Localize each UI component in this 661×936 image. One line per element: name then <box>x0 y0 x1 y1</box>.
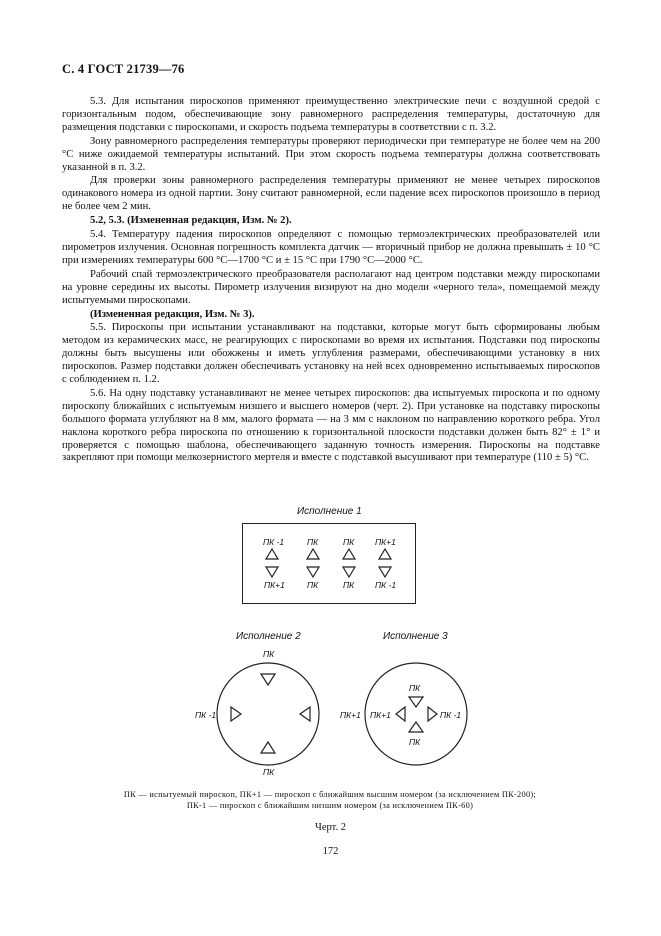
pyroscope-triangle-down <box>379 567 391 577</box>
pyroscope-triangle-up <box>266 549 278 559</box>
pyroscope-triangle-up <box>379 549 391 559</box>
variant1-top-label: ПК <box>343 537 355 547</box>
paragraph-5-4: 5.4. Температуру падения пироскопов определяют с помощью термоэлектрических преобразователей или пирометров излучения. Основная погрешность комплекта датчик — вторичный прибор не должна превышать ± 10 °С при измерениях температуры 600 °С—1700 °С и ± 15 °С при 1790 °С—2000 °С. <box>62 229 600 266</box>
pyroscope-triangle-up <box>307 549 319 559</box>
variant2-title: Исполнение 2 <box>236 631 301 642</box>
variant2-top-label: ПК <box>263 649 275 659</box>
variant3-stand-circle <box>365 663 467 765</box>
variant3-bottom-label: ПК <box>409 737 421 747</box>
variant1-top-label: ПК <box>307 537 319 547</box>
figure-legend <box>60 789 600 811</box>
legend-line: ПК-1 — пироскоп с ближайшим низшим номером (за исключением ПК-60) <box>186 801 474 810</box>
pyroscope-triangle-down <box>307 567 319 577</box>
variant2-bottom-label: ПК <box>263 767 275 777</box>
paragraph-uniform-zone: Для проверки зоны равномерного распределения температуры применяют не менее четырех пироскопов одинакового номера из одной партии. Зону считают равномерной, если падение всех пироскопов произошло в период не более чем 2 мин. <box>62 175 600 213</box>
variant1-top-label: ПК -1 <box>263 537 285 547</box>
variant1-bottom-label: ПК -1 <box>375 580 397 590</box>
paragraph-thermocouple: Рабочий спай термоэлектрического преобразователя располагают над центром подставки между пироскопами на уровне середины их высоты. Пирометр излучения визируют на дно модели «черного тела», помещаемой между испытуемыми пироскопами. <box>62 268 600 306</box>
variant3-outer-left-label: ПК+1 <box>340 710 361 720</box>
variant1-title: Исполнение 1 <box>297 506 362 517</box>
variant1-bottom-label: ПК <box>307 580 319 590</box>
pyroscope-triangle-up <box>261 742 275 753</box>
amendment-note-2: 5.2, 5.3. (Измененная редакция, Изм. № 2). <box>90 215 292 227</box>
variant1-bottom-label: ПК <box>343 580 355 590</box>
variant3-inner-left-label: ПК+1 <box>370 710 391 720</box>
variant1-bottom-label: ПК+1 <box>264 580 285 590</box>
page-header: С. 4 ГОСТ 21739—76 <box>62 62 185 76</box>
variant3-title: Исполнение 3 <box>383 631 448 642</box>
pyroscope-triangle-left <box>396 707 405 721</box>
pyroscope-triangle-down <box>343 567 355 577</box>
paragraph-5-6: 5.6. На одну подставку устанавливают не менее четырех пироскопов: два испытуемых пироскопа и по одному пироскопу ближайших с испытуемым низшего и высшего номеров (черт. 2). При установке на подставку пироскопы большого формата углубляют на 8 мм, малого формата — на 3 мм с наклоном по направлению короткого ребра. Угол наклона короткого ребра пироскопа по отношению к горизонтальной плоскости подставки должен быть 82° ± 1° и проверяется с помощью шаблона, обеспечивающего заданную точность измерения. Пироскопы на подставке закрепляют при помощи мелкозернистого мертеля и вместе с подставкой высушивают при температуре (110 ± 5) °С. <box>62 387 600 464</box>
variant2-stand-circle <box>217 663 319 765</box>
page-number: 172 <box>322 846 339 857</box>
variant1-top-label: ПК+1 <box>375 537 396 547</box>
pyroscope-triangle-down <box>409 697 423 707</box>
variant2-left-label: ПК -1 <box>195 710 217 720</box>
pyroscope-triangle-down <box>261 674 275 685</box>
pyroscope-triangle-up <box>343 549 355 559</box>
paragraph-temperature-zone-check: Зону равномерного распределения температуры проверяют периодически при температуре не более чем на 200 °С ниже ожидаемой температуры испытаний. При этом скорость подъема температуры должна соответствовать указанной в п. 3.2. <box>62 135 600 173</box>
figure-caption: Черт. 2 <box>315 822 346 833</box>
variant3-top-label: ПК <box>409 683 421 693</box>
pyroscope-triangle-left <box>300 707 310 721</box>
pyroscope-triangle-right <box>231 707 241 721</box>
pyroscope-triangle-up <box>409 722 423 732</box>
amendment-note-3: (Измененная редакция, Изм. № 3). <box>90 308 255 320</box>
paragraph-5-3: 5.3. Для испытания пироскопов применяют преимущественно электрические печи с воздушной средой с горизонтальным подом, обеспечивающие зону равномерного распределения температуры, достаточную для размещения подставки с пироскопами, и скорость подъема температуры в соответствии с п. 3.2. <box>62 96 600 133</box>
pyroscope-triangle-right <box>428 707 437 721</box>
pyroscope-triangle-down <box>266 567 278 577</box>
paragraph-5-5: 5.5. Пироскопы при испытании устанавливают на подставки, которые могут быть сформированы любым методом из керамических масс, не реагирующих с пироскопами во время их испытания. Подставки под пироскопы должны быть высушены или обожжены и иметь углубления размерами, обеспечивающими установку в них пироскопов. Размер подставки должен обеспечивать установку на ней всех одновременно испытываемых пироскопов с соблюдением п. 1.2. <box>62 322 600 386</box>
legend-line: ПК — испытуемый пироскоп, ПК+1 — пироскоп с ближайшим высшим номером (за исключением ПК-200); <box>123 790 537 799</box>
variant3-inner-right-label: ПК -1 <box>440 710 462 720</box>
